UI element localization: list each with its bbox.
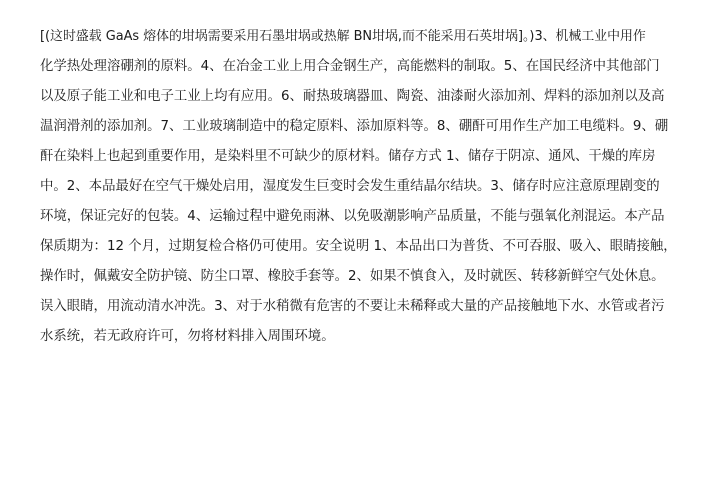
text-line-8: 保质期为：12 个月，过期复检合格仍可使用。安全说明 1、本品出口为普货、不可吞服、吸入、眼睛接触， xyxy=(40,239,677,254)
text-line-2: 化学热处理溶硼剂的原料。4、在冶金工业上用合金钢生产，高能燃料的制取。5、在国民经济中其他部门 xyxy=(40,59,660,74)
text-line-11: 水系统，若无政府许可，勿将材料排入周围环境。 xyxy=(40,329,335,344)
text-line-6: 中。2、本品最好在空气干燥处启用，湿度发生巨变时会发生重结晶尔结块。3、储存时应注意原理剧变的 xyxy=(40,179,660,194)
text-line-9: 操作时，佩戴安全防护镜、防尘口罩、橡胶手套等。2、如果不慎食入，及时就医、转移新鲜空气处休息。 xyxy=(40,269,665,284)
text-line-7: 环境，保证完好的包装。4、运输过程中避免雨淋、以免吸潮影响产品质量，不能与强氧化剂混运。本产品 xyxy=(40,209,665,224)
text-line-5: 酐在染料上也起到重要作用，是染料里不可缺少的原材料。储存方式 1、储存于阴凉、通风、干燥的库房 xyxy=(40,149,656,164)
document-body-text xyxy=(40,22,692,352)
text-line-10: 误入眼睛，用流动清水冲洗。3、对于水稍微有危害的不要让未稀释或大量的产品接触地下水、水管或者污 xyxy=(40,299,665,314)
text-line-3: 以及原子能工业和电子工业上均有应用。6、耐热玻璃器皿、陶瓷、油漆耐火添加剂、焊料的添加剂以及高 xyxy=(40,89,665,104)
text-line-1: [(这时盛载 GaAs 熔体的坩埚需要采用石墨坩埚或热解 BN坩埚,而不能采用石英坩埚]。)3、机械工业中用作 xyxy=(40,29,646,44)
text-line-4: 温润滑剂的添加剂。7、工业玻璃制造中的稳定原料、添加原料等。8、硼酐可用作生产加工电缆料。9、硼 xyxy=(40,119,669,134)
